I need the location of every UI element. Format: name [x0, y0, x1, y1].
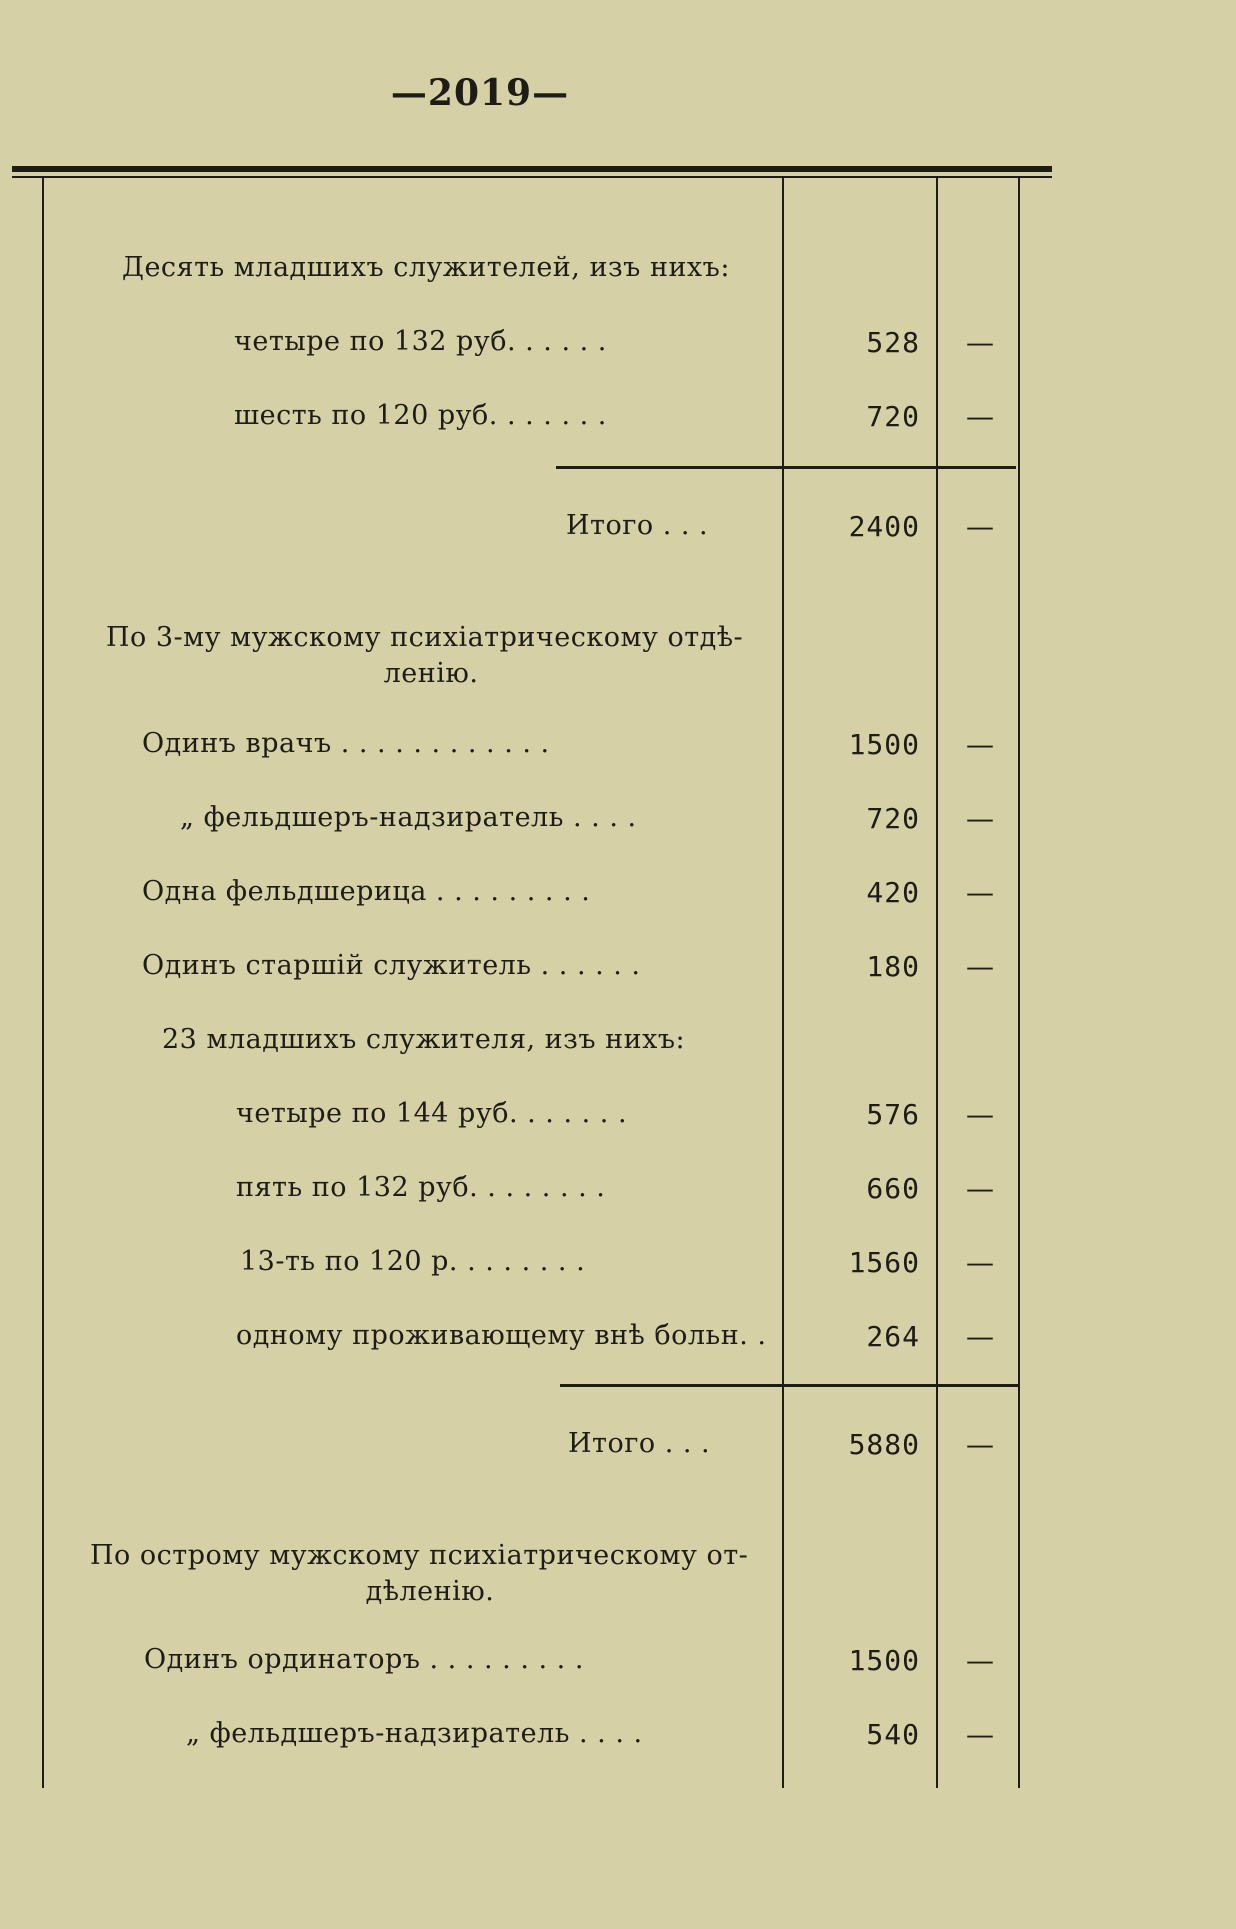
block2-heading-line2: ленію.: [383, 658, 479, 689]
block2-subrow2-label: пять по 132 руб. . . . . . . .: [236, 1172, 606, 1203]
block3-heading-line2: дѣленію.: [365, 1576, 495, 1607]
block2-row2-kop: —: [966, 802, 994, 835]
block2-subrow4-kop: —: [966, 1320, 994, 1353]
block3-row1-label: Одинъ ординаторъ . . . . . . . . .: [144, 1644, 584, 1675]
block2-subrow2-amount: 660: [866, 1172, 920, 1205]
block1-row1-label: четыре по 132 руб. . . . . .: [234, 326, 607, 357]
block1-total-amount: 2400: [848, 510, 920, 543]
block2-subrow3-kop: —: [966, 1246, 994, 1279]
block1-row2-label: шесть по 120 руб. . . . . . .: [234, 400, 607, 431]
block1-row1-kop: —: [966, 326, 994, 359]
block1-row2-kop: —: [966, 400, 994, 433]
block2-subrow1-amount: 576: [866, 1098, 920, 1131]
block2-total-kop: —: [966, 1428, 994, 1461]
block2-subrow3-label: 13-ть по 120 р. . . . . . . .: [240, 1246, 586, 1277]
block1-row2-amount: 720: [866, 400, 920, 433]
block2-subrow4-label: одному проживающему внѣ больн. .: [236, 1320, 767, 1351]
block1-total-kop: —: [966, 510, 994, 543]
block3-row2-amount: 540: [866, 1718, 920, 1751]
block1-heading: Десять младшихъ служителей, изъ нихъ:: [122, 252, 730, 283]
block1-total-rule: [556, 466, 1016, 469]
block2-subrow1-kop: —: [966, 1098, 994, 1131]
block2-total-amount: 5880: [848, 1428, 920, 1461]
block2-subrow2-kop: —: [966, 1172, 994, 1205]
amount-column-right-rule: [936, 178, 938, 1788]
block2-row3-kop: —: [966, 876, 994, 909]
block2-row1-amount: 1500: [848, 728, 920, 761]
block2-row2-amount: 720: [866, 802, 920, 835]
block2-subheading: 23 младшихъ служителя, изъ нихъ:: [162, 1024, 686, 1055]
block3-row1-amount: 1500: [848, 1644, 920, 1677]
top-rule-thin: [12, 176, 1052, 178]
block3-heading: [90, 1538, 770, 1610]
amount-column-left-rule: [782, 178, 784, 1788]
block3-heading-line1: По острому мужскому психіатрическому от-: [90, 1540, 749, 1571]
block2-subrow4-amount: 264: [866, 1320, 920, 1353]
block2-row4-kop: —: [966, 950, 994, 983]
block2-row3-label: Одна фельдшерица . . . . . . . . .: [142, 876, 591, 907]
block3-row2-kop: —: [966, 1718, 994, 1751]
block2-heading: [106, 620, 756, 692]
page-number: —2019—: [390, 72, 570, 114]
block2-total-rule: [560, 1384, 1020, 1387]
block2-row3-amount: 420: [866, 876, 920, 909]
right-border: [1018, 178, 1020, 1788]
left-border: [42, 178, 44, 1788]
block2-row1-kop: —: [966, 728, 994, 761]
block3-row1-kop: —: [966, 1644, 994, 1677]
block2-row4-amount: 180: [866, 950, 920, 983]
block2-heading-line1: По 3-му мужскому психіатрическому отдѣ-: [106, 622, 744, 653]
block2-row4-label: Одинъ старшій служитель . . . . . .: [142, 950, 641, 981]
block3-row2-label: „ фельдшеръ-надзиратель . . . .: [186, 1718, 643, 1749]
block1-row1-amount: 528: [866, 326, 920, 359]
block2-subrow3-amount: 1560: [848, 1246, 920, 1279]
block2-row1-label: Одинъ врачъ . . . . . . . . . . . .: [142, 728, 550, 759]
block2-subrow1-label: четыре по 144 руб. . . . . . .: [236, 1098, 628, 1129]
block2-row2-label: „ фельдшеръ-надзиратель . . . .: [180, 802, 637, 833]
top-rule: [12, 166, 1052, 172]
block2-total-label: Итого . . .: [568, 1428, 711, 1459]
block1-total-label: Итого . . .: [566, 510, 709, 541]
